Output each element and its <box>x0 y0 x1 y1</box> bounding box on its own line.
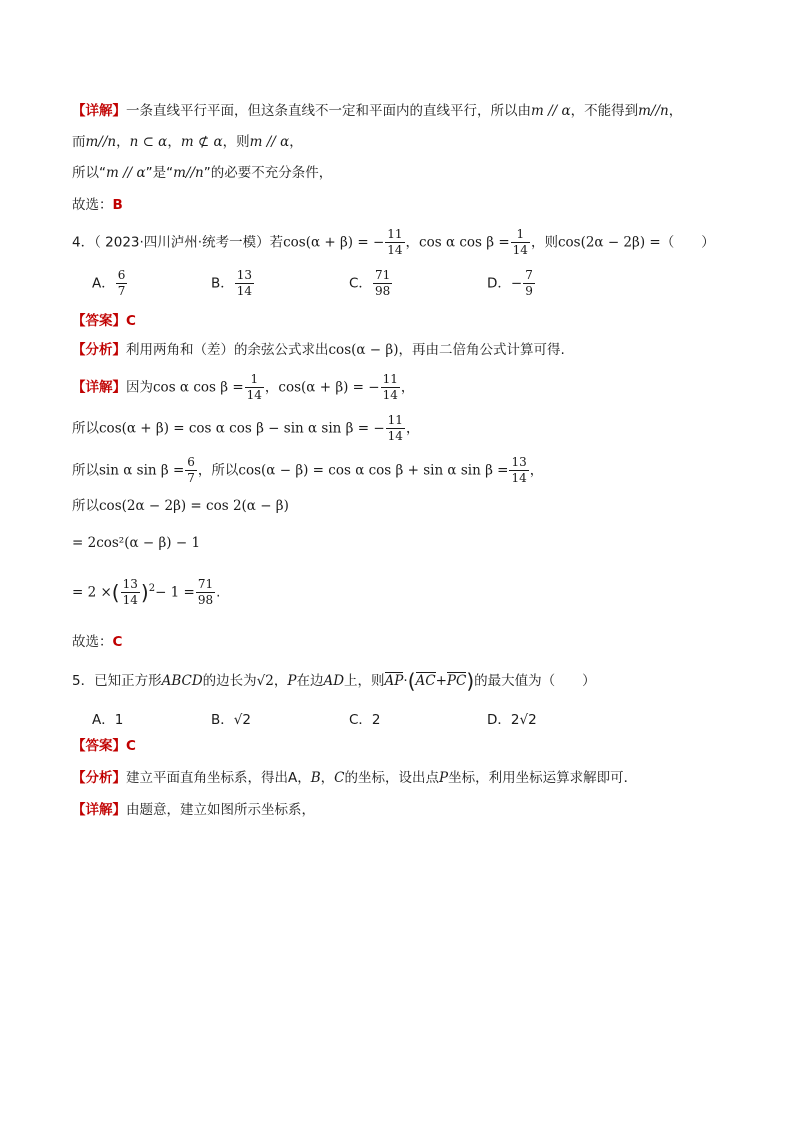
q5-option-c: C．2 <box>349 712 381 728</box>
q4-detail-5: = 2cos²(α − β) − 1 <box>72 535 201 551</box>
fraction: $\frac{11}{14}$ <box>387 227 403 257</box>
q4-option-a: A． $\frac{6}{7}$ <box>92 268 126 298</box>
q3-detail-line3: 所以“m // α”是“m//n”的必要不充分条件， <box>72 165 333 181</box>
q4-detail-3: 所以sin α sin β = $\frac{6}{7}$ ，所以cos(α − β) = cos α cos β + sin α sin β = $\frac{13}{14}$ ， <box>72 455 544 485</box>
q4-detail-2: 所以cos(α + β) = cos α cos β − sin α sin β = − $\frac{11}{14}$ ， <box>72 413 420 443</box>
q3-choice: 故选：B <box>72 197 123 213</box>
q4-option-d: D．− $\frac{7}{9}$ <box>487 268 533 298</box>
q5-analysis: 【分析】建立平面直角坐标系，得出A，B，C的坐标，设出点P坐标，利用坐标运算求解即可． <box>72 770 638 786</box>
detail-label: 【详解】 <box>72 103 126 119</box>
q5-option-b: B．√2 <box>211 712 251 728</box>
q4-option-c: C． $\frac{71}{98}$ <box>349 268 391 298</box>
q4-option-b: B． $\frac{13}{14}$ <box>211 268 253 298</box>
fraction: $\frac{1}{14}$ <box>512 227 528 257</box>
q3-detail-line1: 【详解】一条直线平行平面，但这条直线不一定和平面内的直线平行，所以由m // α，不能得到m//n， <box>72 103 683 119</box>
q5-detail: 【详解】由题意，建立如图所示坐标系， <box>72 802 315 818</box>
analysis-label: 【分析】 <box>72 342 126 358</box>
q5-option-a: A．1 <box>92 712 124 728</box>
q4-detail-4: 所以cos(2α − 2β) = cos 2(α − β) <box>72 498 289 514</box>
vector-ap: AP <box>384 673 404 689</box>
q4-detail-1: 【详解】因为cos α cos β = $\frac{1}{14}$ ，cos(α + β) = − $\frac{11}{14}$ ， <box>72 372 415 402</box>
answer-label: 【答案】 <box>72 313 126 329</box>
q5-stem: 5．已知正方形ABCD的边长为√2，P在边AD上，则AP·(AC+PC)的最大值为（ ） <box>72 669 596 693</box>
q3-detail-line2: 而m//n，n ⊂ α，m ⊄ α，则m // α， <box>72 134 303 150</box>
q4-analysis: 【分析】利用两角和（差）的余弦公式求出cos(α − β)，再由二倍角公式计算可得. <box>72 342 565 358</box>
q5-answer: 【答案】C <box>72 738 136 754</box>
vector-pc: PC <box>446 673 467 689</box>
q5-option-d: D．2√2 <box>487 712 537 728</box>
q4-answer: 【答案】C <box>72 313 136 329</box>
vector-ac: AC <box>415 673 436 689</box>
q4-detail-6: = 2 ×( $\frac{13}{14}$ )$^2$− 1 = $\frac{71}{98}$ . <box>72 577 221 607</box>
q4-choice: 故选：C <box>72 634 123 650</box>
q4-stem: 4．（ 2023·四川泸州·统考一模）若cos(α + β) = − $\frac{11}{14}$ ，cos α cos β = $\frac{1}{14}$ ，则cos(2α − 2β) =（ ） <box>72 227 715 257</box>
